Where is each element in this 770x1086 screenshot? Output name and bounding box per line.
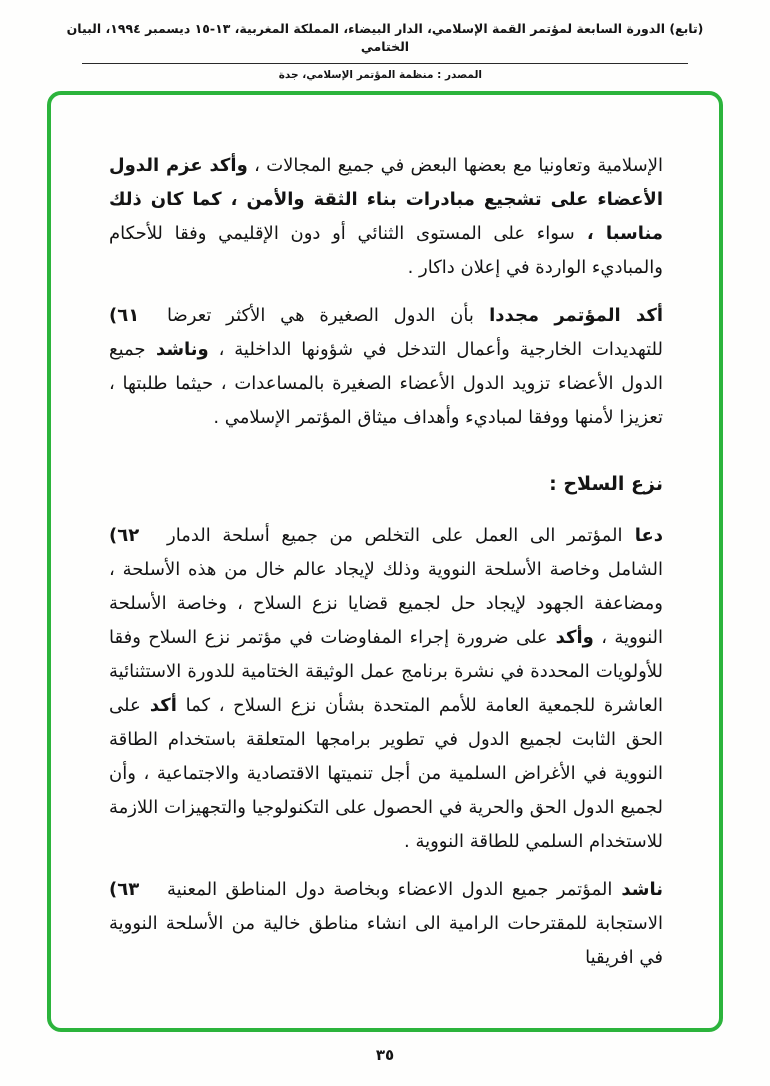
header-title: (تابع) الدورة السابعة لمؤتمر القمة الإسلامي، الدار البيضاء، المملكة المغربية، ١٣-١٥ ديسمبر ١٩٩٤، البيان الختامي: [66, 21, 704, 54]
header-divider: [82, 63, 688, 64]
paragraph-63-number: (٦٣: [109, 879, 140, 900]
paragraph-61: [109, 299, 663, 435]
section-heading-disarmament: نزع السلاح :: [549, 473, 663, 495]
paragraph-62-number: (٦٢: [109, 525, 140, 546]
paragraph-61-text: أكد المؤتمر مجددا بأن الدول الصغيرة هي الأكثر تعرضا للتهديدات الخارجية وأعمال التدخل في شؤونها الداخلية ، وناشد جميع الدول الأعضاء تزويد الدول الأعضاء الصغيرة بالمساعدات ، حيثما طلبتها ، تعزيزا لأمنها ووفقا لمباديء وأهداف ميثاق المؤتمر الإسلامي .: [109, 305, 663, 428]
green-border-frame: [47, 91, 723, 1032]
page-number: ٣٥: [375, 1046, 395, 1064]
source-line: المصدر : منظمة المؤتمر الإسلامي، جدة: [278, 69, 482, 81]
intro-paragraph-text: الإسلامية وتعاونيا مع بعضها البعض في جميع المجالات ، وأكد عزم الدول الأعضاء على تشجيع مبادرات بناء الثقة والأمن ، كما كان ذلك مناسبا ، سواء على المستوى الثنائي أو دون الإقليمي وفقا للأحكام والمباديء الواردة في إعلان داكار .: [109, 155, 664, 278]
intro-paragraph: [109, 149, 663, 285]
paragraph-61-number: (٦١: [109, 305, 140, 326]
paragraph-62: [109, 519, 663, 859]
document-header: [0, 0, 770, 81]
paragraph-63: [109, 873, 663, 975]
document-body: [51, 95, 719, 1028]
paragraph-62-text: دعا المؤتمر الى العمل على التخلص من جميع أسلحة الدمار الشامل وخاصة الأسلحة النووية وذلك لإيجاد عالم خال من هذه الأسلحة ، ومضاعفة الجهود لإيجاد حل لجميع قضايا نزع السلاح ، وخاصة الأسلحة النووية ، وأكد على ضرورة إجراء المفاوضات في مؤتمر نزع السلاح وفقا للأولويات المحددة في نشرة برنامج عمل الوثيقة الختامية للدورة الاستثنائية العاشرة للجمعية العامة للأمم المتحدة بشأن نزع السلاح ، كما أكد على الحق الثابت لجميع الدول في تطوير برامجها المتعلقة باستخدام الطاقة النووية في الأغراض السلمية من أجل تنميتها الاقتصادية والاجتماعية ، وأن لجميع الدول الحق والحرية في الحصول على التكنولوجيا والتجهيزات اللازمة للاستخدام السلمي للطاقة النووية .: [109, 525, 663, 852]
paragraph-63-text: ناشد المؤتمر جميع الدول الاعضاء وبخاصة دول المناطق المعنية الاستجابة للمقترحات الرامية الى انشاء مناطق خالية من الأسلحة النووية في افريقيا: [109, 879, 663, 968]
